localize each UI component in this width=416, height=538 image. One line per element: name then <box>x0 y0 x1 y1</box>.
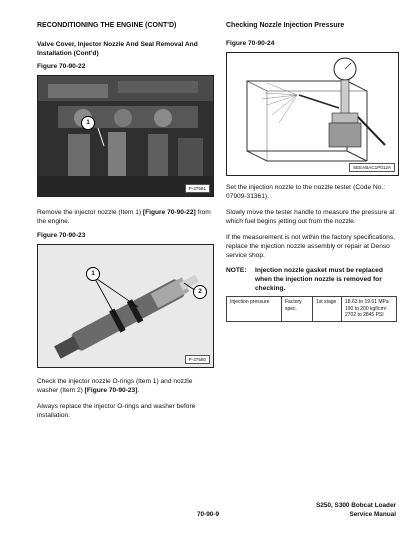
figure-label-23: Figure 70-90-23 <box>37 232 86 239</box>
figure-70-90-23-photo <box>37 244 214 368</box>
subsection-title: Valve Cover, Injector Nozzle And Seal Removal And Installation (Cont'd) <box>37 41 198 57</box>
spec-cell-item: Injection pressure <box>227 297 282 322</box>
figure-70-90-22-photo <box>37 75 214 197</box>
figure-code: P-37581 <box>185 184 210 193</box>
page-number: 70-90-9 <box>196 511 220 518</box>
note-block <box>226 266 397 293</box>
figure-label-24: Figure 70-90-24 <box>226 40 275 47</box>
callout-2: 2 <box>193 285 207 299</box>
figure-reference: [Figure 70-90-22] <box>142 209 196 216</box>
paragraph-replace-orings: Always replace the injector O-rings and washer before installation. <box>37 403 196 419</box>
figure-label-22: Figure 70-90-22 <box>37 63 86 70</box>
paragraph-set-nozzle: Set the injection nozzle to the nozzle tester (Code No.: 07909-31361). <box>226 184 386 200</box>
right-section-title: Checking Nozzle Injection Pressure <box>226 22 345 29</box>
figure-reference: [Figure 70-90-23] <box>84 387 138 394</box>
paragraph-remove-nozzle: Remove the injector nozzle (Item 1) [Figure 70-90-22] from the engine. <box>37 209 211 225</box>
note-label: NOTE: <box>226 267 247 274</box>
figure-code: SEEABAC1P012A <box>349 163 395 172</box>
engine-photo-illustration <box>38 76 213 196</box>
spec-cell-values: 18.63 to 19.61 MPa 190 to 200 kgf/cm² 2702 to 2845 PSI <box>342 297 397 322</box>
note-text: Injection nozzle gasket must be replaced when the injection nozzle is removed for checking. <box>255 267 383 292</box>
figure-code: P-37580 <box>185 355 210 364</box>
paragraph-measurement: If the measurement is not within the factory specifications, replace the injection nozzle assembly or repair at Denso service shop. <box>226 234 395 259</box>
nozzle-tester-drawing <box>227 53 398 175</box>
table-row <box>227 297 397 322</box>
injector-nozzle-photo-illustration <box>38 245 213 367</box>
paragraph-check-orings: Check the injector nozzle O-rings (Item 1) and nozzle washer (Item 2) [Figure 70-90-23]. <box>37 378 193 394</box>
spec-cell-factory: Factory spec. <box>282 297 313 322</box>
spec-cell-stage: 1st stage <box>313 297 342 322</box>
injection-pressure-spec-table <box>226 296 397 322</box>
footer-model: S250, S300 Bobcat Loader <box>316 502 396 509</box>
callout-1: 1 <box>86 267 100 281</box>
figure-70-90-24-drawing <box>226 52 399 176</box>
footer-manual: Service Manual <box>349 511 396 518</box>
paragraph-move-handle: Slowly move the tester handle to measure the pressure at which fuel begins jetting out from the nozzle. <box>226 209 395 225</box>
callout-1: 1 <box>81 116 95 130</box>
section-title: RECONDITIONING THE ENGINE (CONT'D) <box>37 22 177 29</box>
